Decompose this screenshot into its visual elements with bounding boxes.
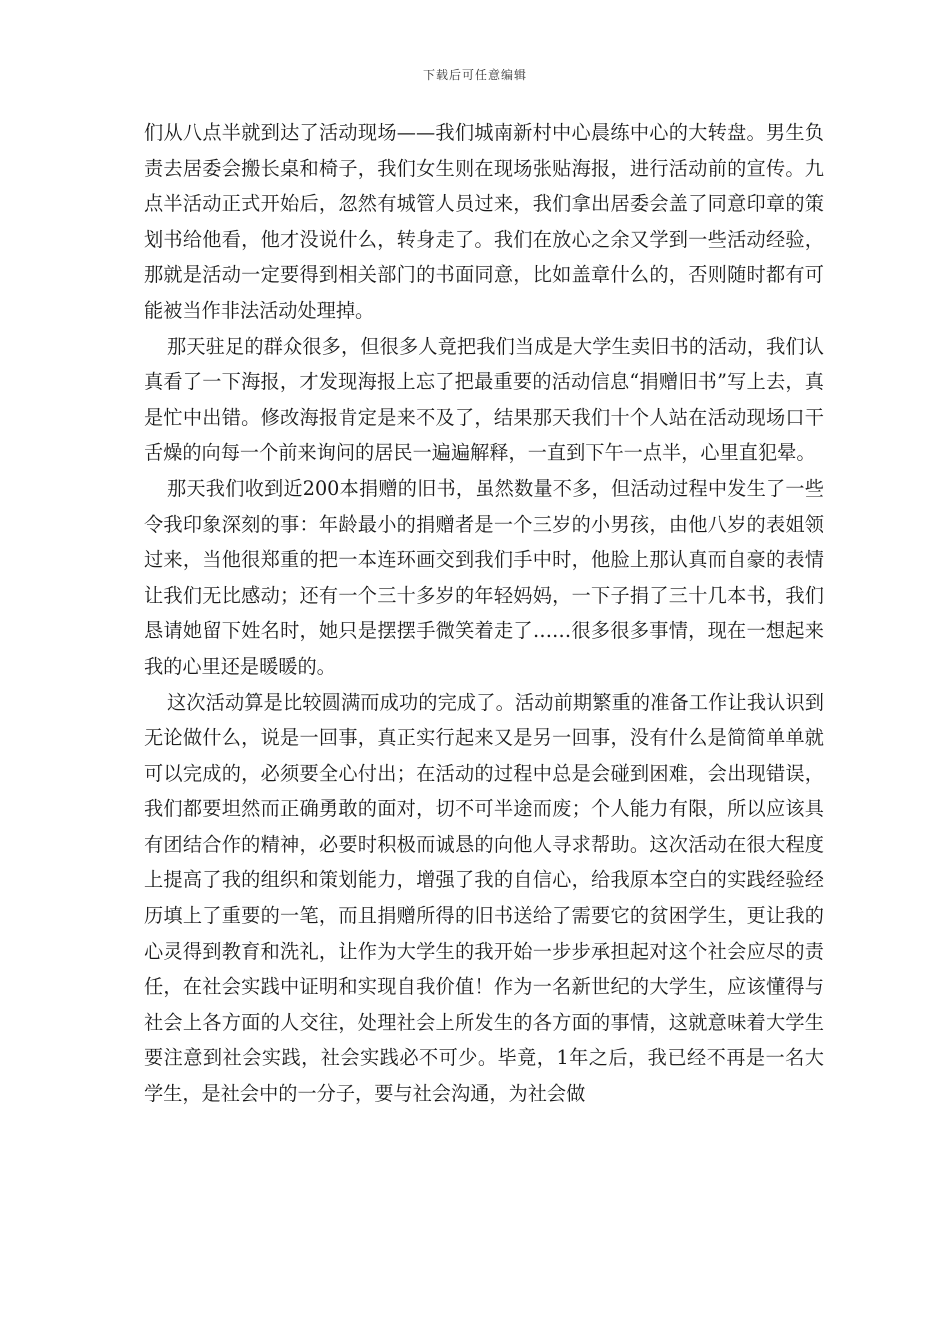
paragraph: 那天驻足的群众很多，但很多人竟把我们当成是大学生卖旧书的活动，我们认真看了一下海报，才发现海报上忘了把最重要的活动信息“捐赠旧书”写上去，真是忙中出错。修改海报肯定是来不及了，结果那天我们十个人站在活动现场口干舌燥的向每一个前来询问的居民一遍遍解释，一直到下午一点半，心里直犯晕。: [144, 334, 824, 465]
paragraph-continued: 们从八点半就到达了活动现场——我们城南新村中心晨练中心的大转盘。男生负责去居委会搬长桌和椅子，我们女生则在现场张贴海报，进行活动前的宣传。九点半活动正式开始后，忽然有城管人员过来，我们拿出居委会盖了同意印章的策划书给他看，他才没说什么，转身走了。我们在放心之余又学到一些活动经验，那就是活动一定要得到相关部门的书面同意，比如盖章什么的，否则随时都有可能被当作非法活动处理掉。: [144, 121, 824, 322]
page-header: 下载后可任意编辑: [422, 68, 527, 82]
document-body: [144, 115, 824, 1112]
paragraph: 那天我们收到近200本捐赠的旧书，虽然数量不多，但活动过程中发生了一些令我印象深刻的事：年龄最小的捐赠者是一个三岁的小男孩，由他八岁的表姐领过来，当他很郑重的把一本连环画交到我们手中时，他脸上那认真而自豪的表情让我们无比感动；还有一个三十多岁的年轻妈妈，一下子捐了三十几本书，我们恳请她留下姓名时，她只是摆摆手微笑着走了……很多很多事情，现在一想起来我的心里还是暖暖的。: [144, 476, 824, 678]
paragraph: 这次活动算是比较圆满而成功的完成了。活动前期繁重的准备工作让我认识到无论做什么，说是一回事，真正实行起来又是另一回事，没有什么是简简单单就可以完成的，必须要全心付出；在活动的过程中总是会碰到困难，会出现错误，我们都要坦然而正确勇敢的面对，切不可半途而废；个人能力有限，所以应该具有团结合作的精神，必要时积极而诚恳的向他人寻求帮助。这次活动在很大程度上提高了我的组织和策划能力，增强了我的自信心，给我原本空白的实践经验经历填上了重要的一笔，而且捐赠所得的旧书送给了需要它的贫困学生，更让我的心灵得到教育和洗礼，让作为大学生的我开始一步步承担起对这个社会应尽的责任，在社会实践中证明和实现自我价值！作为一名新世纪的大学生，应该懂得与社会上各方面的人交往，处理社会上所发生的各方面的事情，这就意味着大学生要注意到社会实践，社会实践必不可少。毕竟，1年之后，我已经不再是一名大学生，是社会中的一分子，要与社会沟通，为社会做: [144, 690, 824, 1106]
